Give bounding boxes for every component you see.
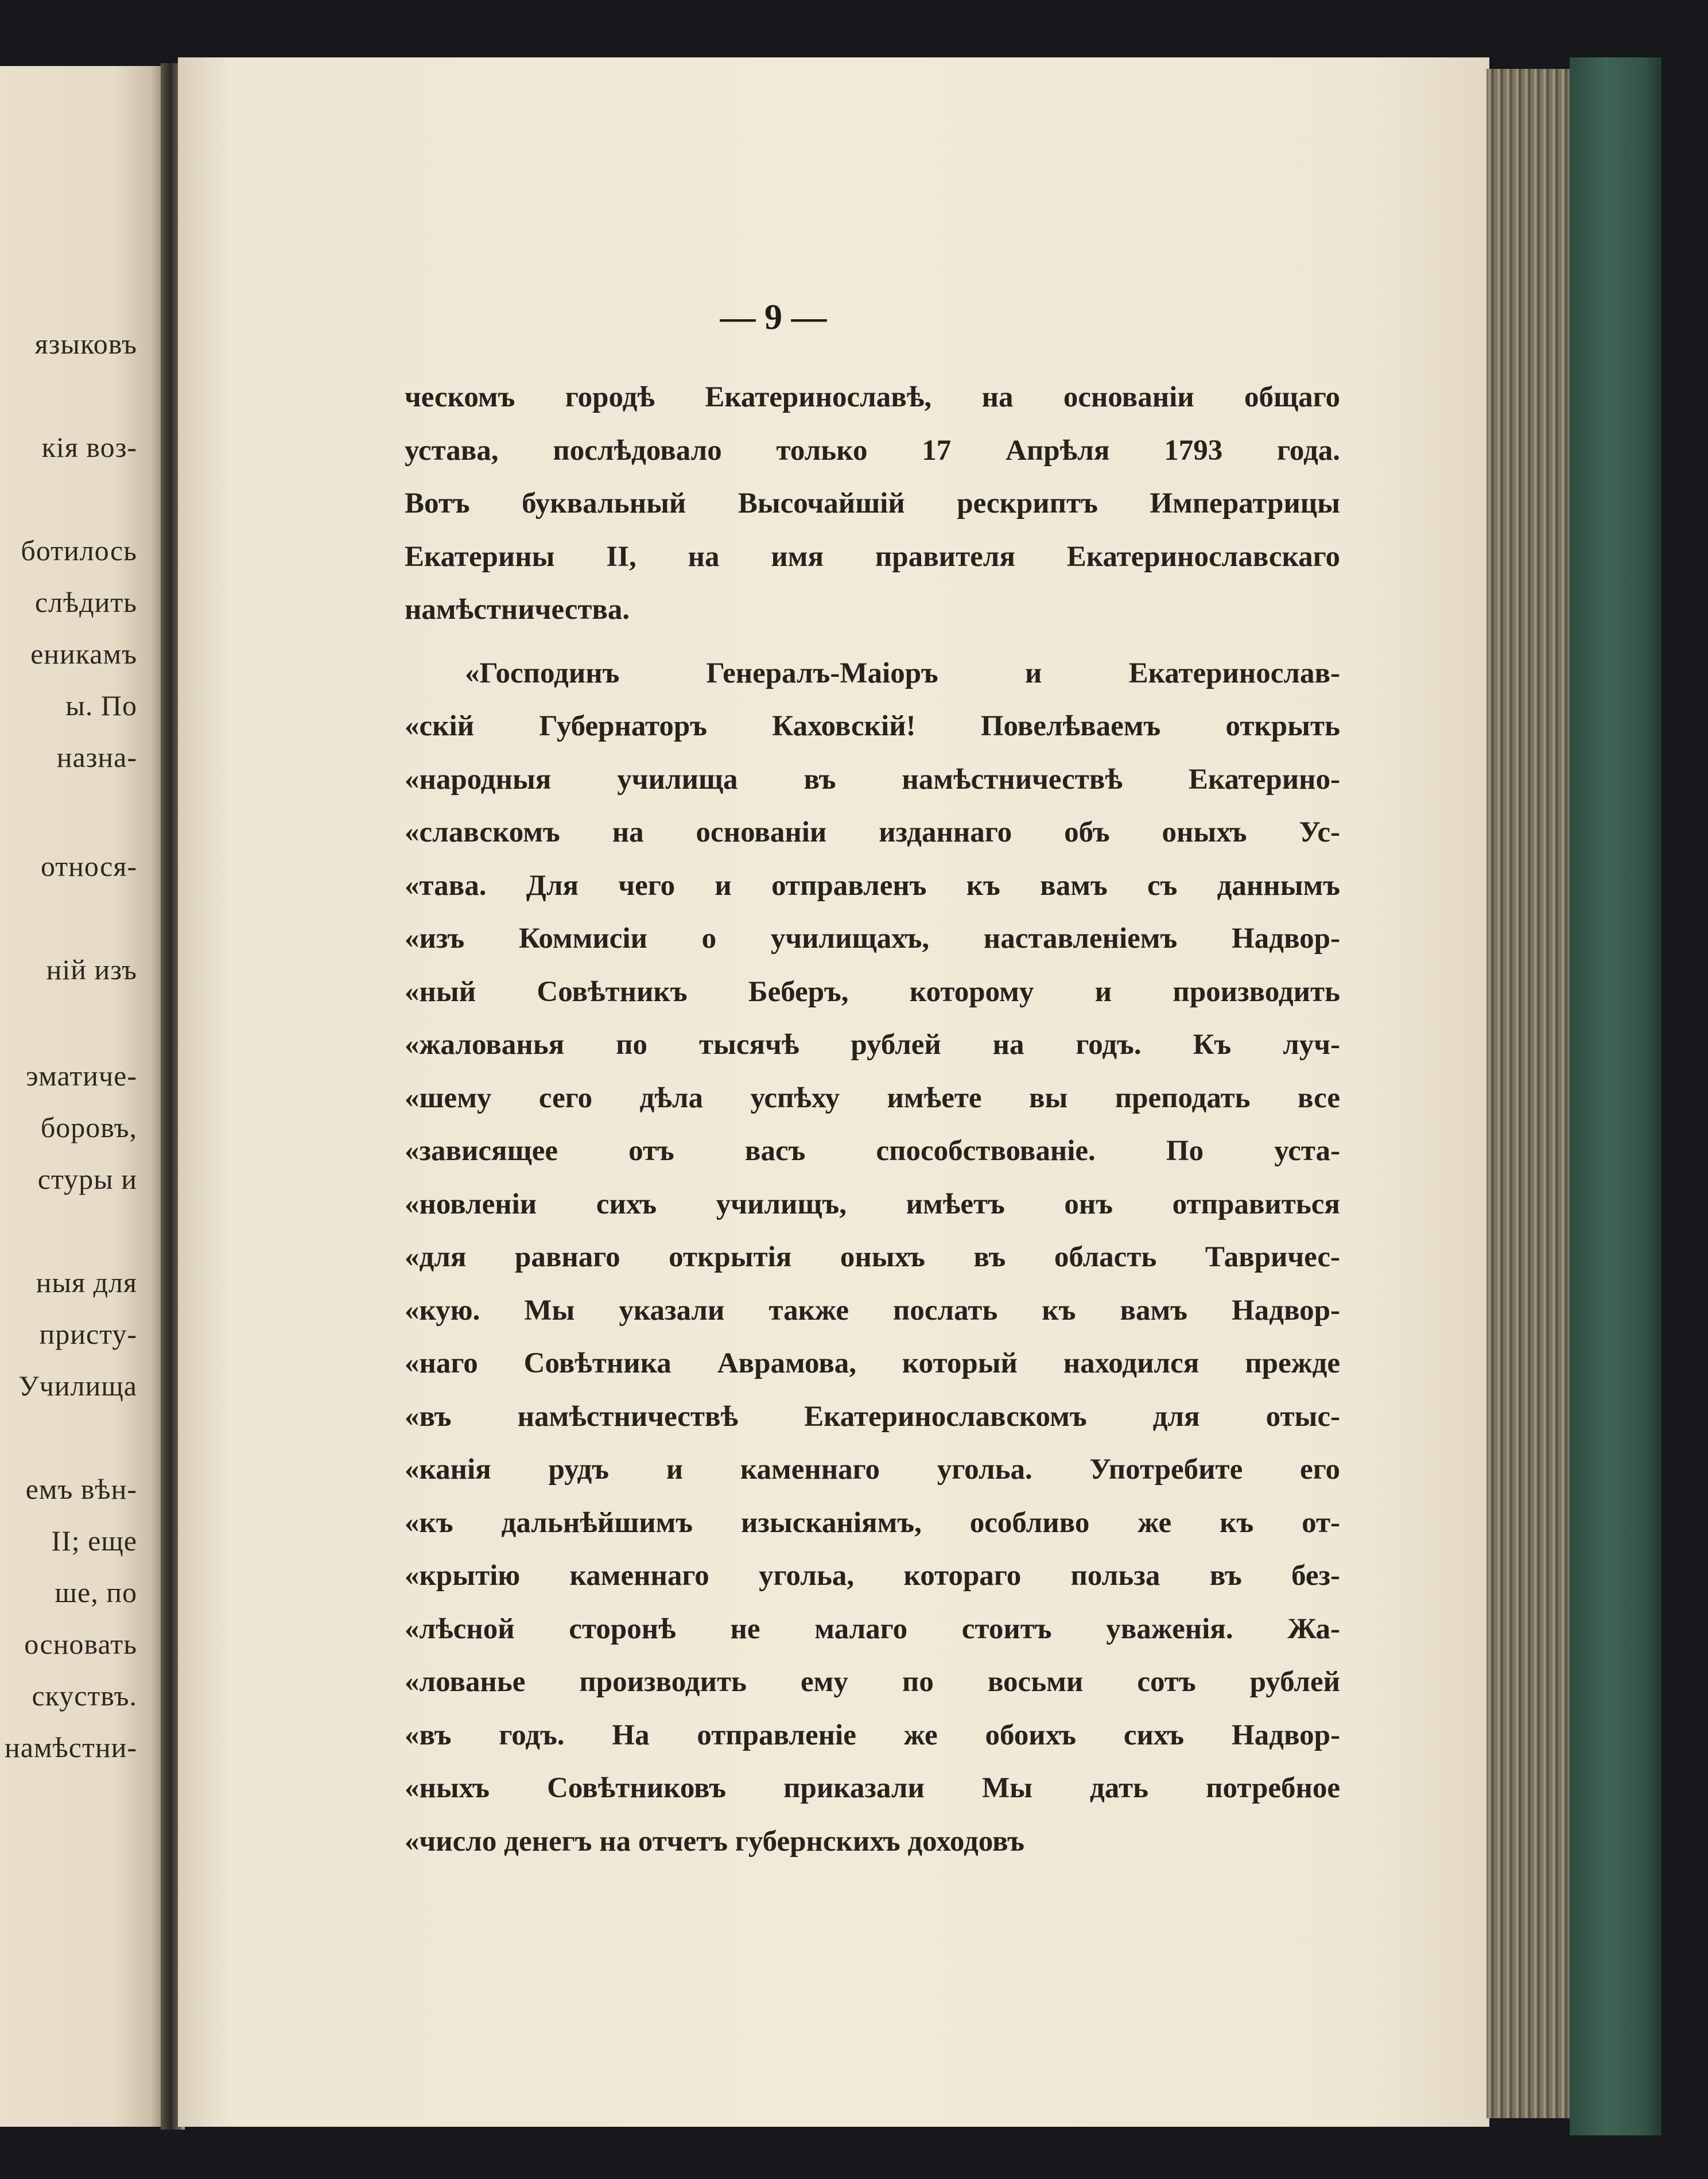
text-line: «жалованья по тысячѣ рублей на годъ. Къ луч- [405,1029,1340,1061]
text-line: «зависящее отъ васъ способствованіе. По уста- [405,1135,1340,1167]
left-page-line: назна- [56,741,137,773]
left-page-line: эматиче- [26,1060,137,1092]
page-edges [1486,69,1573,2118]
left-page-line: еникамъ [30,638,137,670]
text-line: «шему сего дѣла успѣху имѣете вы преподать все [405,1081,1340,1114]
left-page-line: ботилось [21,534,137,567]
page-number-row [178,297,1489,338]
text-line: «новленіи сихъ училищъ, имѣетъ онъ отправиться [405,1188,1340,1220]
text-line: «изъ Коммисіи о училищахъ, наставленіемъ Надвор- [405,922,1340,955]
text-line: «лѣсной сторонѣ не малаго стоитъ уваженія. Жа- [405,1612,1340,1645]
text-line: устава, послѣдовало только 17 Апрѣля 1793 года. [405,434,1340,467]
text-line: «для равнаго открытія оныхъ въ область Тавричес- [405,1241,1340,1273]
left-page-line: присту- [39,1318,137,1350]
text-line: «Господинъ Генералъ-Маіоръ и Екатеринослав- [465,657,1340,689]
text-line: «наго Совѣтника Аврамова, который находился прежде [405,1347,1340,1379]
page-number: — 9 — [720,298,827,337]
left-page-line: ныя для [36,1266,137,1298]
text-line: ческомъ городѣ Екатеринославѣ, на основаніи общаго [405,381,1340,413]
left-page-line: емъ вѣн- [25,1473,137,1505]
text-line: «канія рудъ и каменнаго угольа. Употребите его [405,1453,1340,1486]
left-page-line: боровъ, [40,1111,137,1143]
left-page-line: языковъ [34,328,137,360]
left-page-line: ній изъ [46,953,137,986]
text-line: «въ годъ. На отправленіе же обоихъ сихъ Надвор- [405,1719,1340,1751]
left-page-line: ше, по [55,1576,137,1608]
text-line: Екатерины II, на имя правителя Екатеринославскаго [405,540,1340,573]
text-line: «къ дальнѣйшимъ изысканіямъ, особливо же къ от- [405,1506,1340,1539]
left-page-line: намѣстни- [5,1731,137,1763]
text-line: «число денегъ на отчетъ губернскихъ доходовъ [405,1825,1024,1858]
left-page [0,66,164,2127]
left-page-line: скуствъ. [32,1680,137,1712]
left-page-line: кія воз- [41,431,137,463]
text-line: «славскомъ на основаніи изданнаго объ оныхъ Ус- [405,816,1340,848]
left-page-line: Училища [18,1370,137,1402]
text-line: «крытію каменнаго угольа, котораго польза въ без- [405,1560,1340,1592]
text-line: «кую. Мы указали также послать къ вамъ Надвор- [405,1294,1340,1327]
text-line: «въ намѣстничествѣ Екатеринославскомъ для отыс- [405,1400,1340,1433]
book-cover-edge [1570,57,1662,2135]
left-page-line: ы. По [65,689,137,722]
left-page-line: II; еще [51,1525,137,1557]
text-line: «скій Губернаторъ Каховскій! Повелѣваемъ открыть [405,710,1340,742]
left-page-line: основать [24,1628,137,1660]
left-page-line: слѣдить [34,586,137,618]
text-line: «ныхъ Совѣтниковъ приказали Мы дать потребное [405,1772,1340,1804]
text-line: «лованье производить ему по восьми сотъ рублей [405,1666,1340,1698]
text-line: «тава. Для чего и отправленъ къ вамъ съ даннымъ [405,869,1340,902]
right-page [178,57,1489,2127]
left-page-line: относя- [40,850,137,882]
text-line: намѣстничества. [405,594,630,626]
text-line: Вотъ буквальный Высочайшій рескриптъ Императрицы [405,487,1340,519]
text-line: «народныя училища въ намѣстничествѣ Екатерино- [405,763,1340,796]
left-page-line: стуры и [37,1163,137,1195]
text-line: «ный Совѣтникъ Беберъ, которому и производить [405,975,1340,1008]
